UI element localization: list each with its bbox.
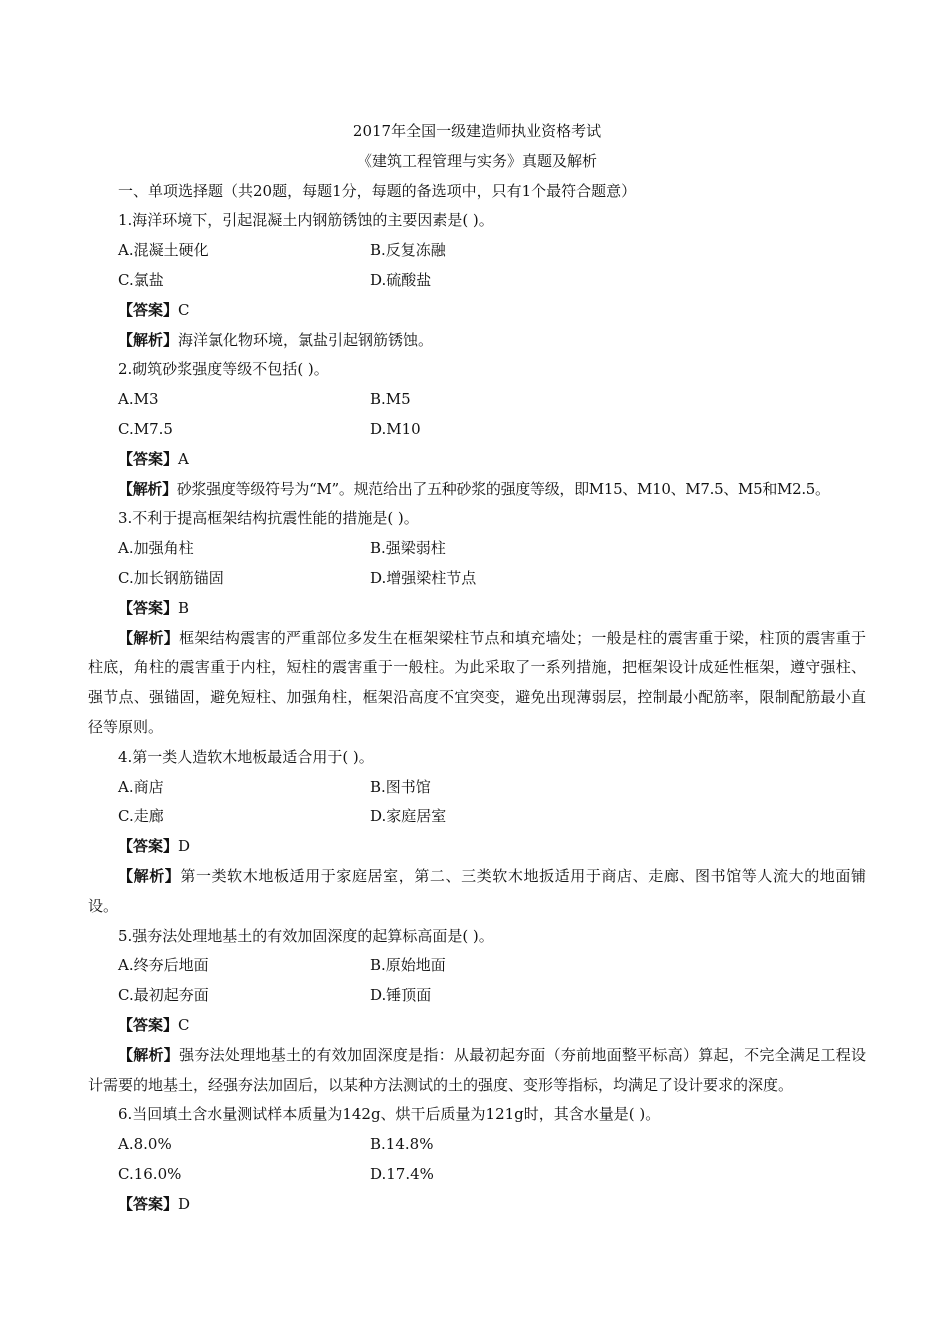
option-b: B.14.8% bbox=[370, 1135, 434, 1154]
answer-line bbox=[88, 445, 866, 475]
answer-line bbox=[88, 832, 866, 862]
options-row bbox=[88, 266, 866, 296]
analysis-label: 【解析】 bbox=[118, 330, 179, 349]
option-d: D.增强梁柱节点 bbox=[370, 568, 477, 587]
document-body bbox=[88, 117, 866, 1219]
option-a: A.商店 bbox=[118, 777, 164, 796]
analysis-text: 砂浆强度等级符号为“M”。规范给出了五种砂浆的强度等级，即M15、M10、M7.5、M5和M2.5。 bbox=[176, 479, 830, 498]
options-row bbox=[88, 773, 866, 803]
option-d: D.锤顶面 bbox=[370, 986, 432, 1005]
option-a: A.M3 bbox=[118, 390, 159, 409]
options-row bbox=[88, 564, 866, 594]
answer-line bbox=[88, 1190, 866, 1220]
analysis-text: 第一类软木地板适用于家庭居室，第二、三类软木地扳适用于商店、走廊、图书馆等人流大的地面铺设。 bbox=[88, 866, 866, 915]
answer-label: 【答案】 bbox=[118, 837, 179, 856]
answer-label: 【答案】 bbox=[118, 1015, 179, 1034]
analysis-paragraph bbox=[88, 862, 866, 922]
answer-label: 【答案】 bbox=[118, 598, 179, 617]
analysis-paragraph bbox=[88, 1041, 866, 1101]
question-stem: 6.当回填土含水量测试样本质量为142g、烘干后质量为121g时，其含水量是( )。 bbox=[118, 1105, 661, 1124]
analysis-label: 【解析】 bbox=[118, 479, 177, 498]
option-b: B.图书馆 bbox=[370, 777, 431, 796]
analysis-label: 【解析】 bbox=[118, 866, 181, 885]
option-a: A.混凝土硬化 bbox=[118, 241, 209, 260]
answer-value: C bbox=[178, 1015, 190, 1034]
option-c: C.氯盐 bbox=[118, 270, 164, 289]
options-row bbox=[88, 981, 866, 1011]
analysis-paragraph bbox=[88, 624, 866, 743]
option-c: C.最初起夯面 bbox=[118, 986, 209, 1005]
option-b: B.M5 bbox=[370, 390, 411, 409]
answer-label: 【答案】 bbox=[118, 1194, 179, 1213]
option-c: C.走廊 bbox=[118, 807, 164, 826]
options-row bbox=[88, 1160, 866, 1190]
answer-label: 【答案】 bbox=[118, 300, 179, 319]
answer-line bbox=[88, 1011, 866, 1041]
question-stem: 1.海洋环境下，引起混凝土内钢筋锈蚀的主要因素是( )。 bbox=[118, 211, 494, 230]
options-row bbox=[88, 1130, 866, 1160]
option-c: C.16.0% bbox=[118, 1164, 182, 1183]
question-stem: 4.第一类人造软木地板最适合用于( )。 bbox=[118, 747, 374, 766]
answer-value: B bbox=[178, 598, 190, 617]
options-row bbox=[88, 802, 866, 832]
section-heading: 一、单项选择题（共20题，每题1分，每题的备选项中，只有1个最符合题意） bbox=[118, 181, 637, 200]
answer-value: D bbox=[178, 1194, 191, 1213]
option-a: A.终夯后地面 bbox=[118, 956, 209, 975]
answer-line bbox=[88, 594, 866, 624]
analysis-paragraph bbox=[88, 475, 866, 505]
document-title: 2017年全国一级建造师执业资格考试 bbox=[352, 122, 602, 140]
options-row bbox=[88, 385, 866, 415]
analysis-text: 框架结构震害的严重部位多发生在框架梁柱节点和填充墙处；一般是柱的震害重于梁，柱顶的震害重于柱底，角柱的震害重于内柱，短柱的震害重于一般柱。为此采取了一系列措施，把框架设计成延性框架，遵守强柱、强节点、强锚固，避免短柱、加强角柱，框架沿高度不宜突变，避免出现薄弱层，控制最小配筋率，限制配筋最小直径等原则。 bbox=[88, 628, 866, 736]
answer-label: 【答案】 bbox=[118, 449, 179, 468]
analysis-text: 海洋氯化物环境，氯盐引起钢筋锈蚀。 bbox=[178, 330, 434, 349]
options-row bbox=[88, 951, 866, 981]
question-stem: 5.强夯法处理地基土的有效加固深度的起算标高面是( )。 bbox=[118, 926, 494, 945]
answer-value: C bbox=[178, 300, 190, 319]
options-row bbox=[88, 236, 866, 266]
option-d: D.家庭居室 bbox=[370, 807, 447, 826]
answer-line bbox=[88, 296, 866, 326]
option-c: C.M7.5 bbox=[118, 419, 173, 438]
options-row bbox=[88, 534, 866, 564]
answer-value: A bbox=[178, 449, 189, 468]
option-b: B.反复冻融 bbox=[370, 241, 446, 260]
option-b: B.强梁弱柱 bbox=[370, 539, 446, 558]
option-d: D.硫酸盐 bbox=[370, 270, 432, 289]
option-c: C.加长钢筋锚固 bbox=[118, 568, 224, 587]
document-subtitle: 《建筑工程管理与实务》真题及解析 bbox=[356, 151, 597, 170]
answer-value: D bbox=[178, 837, 191, 856]
analysis-text: 强夯法处理地基土的有效加固深度是指：从最初起夯面（夯前地面整平标高）算起，不完全满足工程设计需要的地基土，经强夯法加固后，以某种方法测试的土的强度、变形等指标，均满足了设计要求的深度。 bbox=[88, 1045, 866, 1094]
question-stem: 3.不利于提高框架结构抗震性能的措施是( )。 bbox=[118, 509, 419, 528]
question-stem: 2.砌筑砂浆强度等级不包括( )。 bbox=[118, 360, 329, 379]
analysis-paragraph bbox=[88, 326, 866, 356]
option-a: A.8.0% bbox=[118, 1135, 172, 1154]
option-a: A.加强角柱 bbox=[118, 539, 194, 558]
option-b: B.原始地面 bbox=[370, 956, 446, 975]
analysis-label: 【解析】 bbox=[118, 1045, 180, 1064]
option-d: D.M10 bbox=[370, 419, 421, 438]
option-d: D.17.4% bbox=[370, 1164, 434, 1183]
analysis-label: 【解析】 bbox=[118, 628, 180, 647]
options-row bbox=[88, 415, 866, 445]
